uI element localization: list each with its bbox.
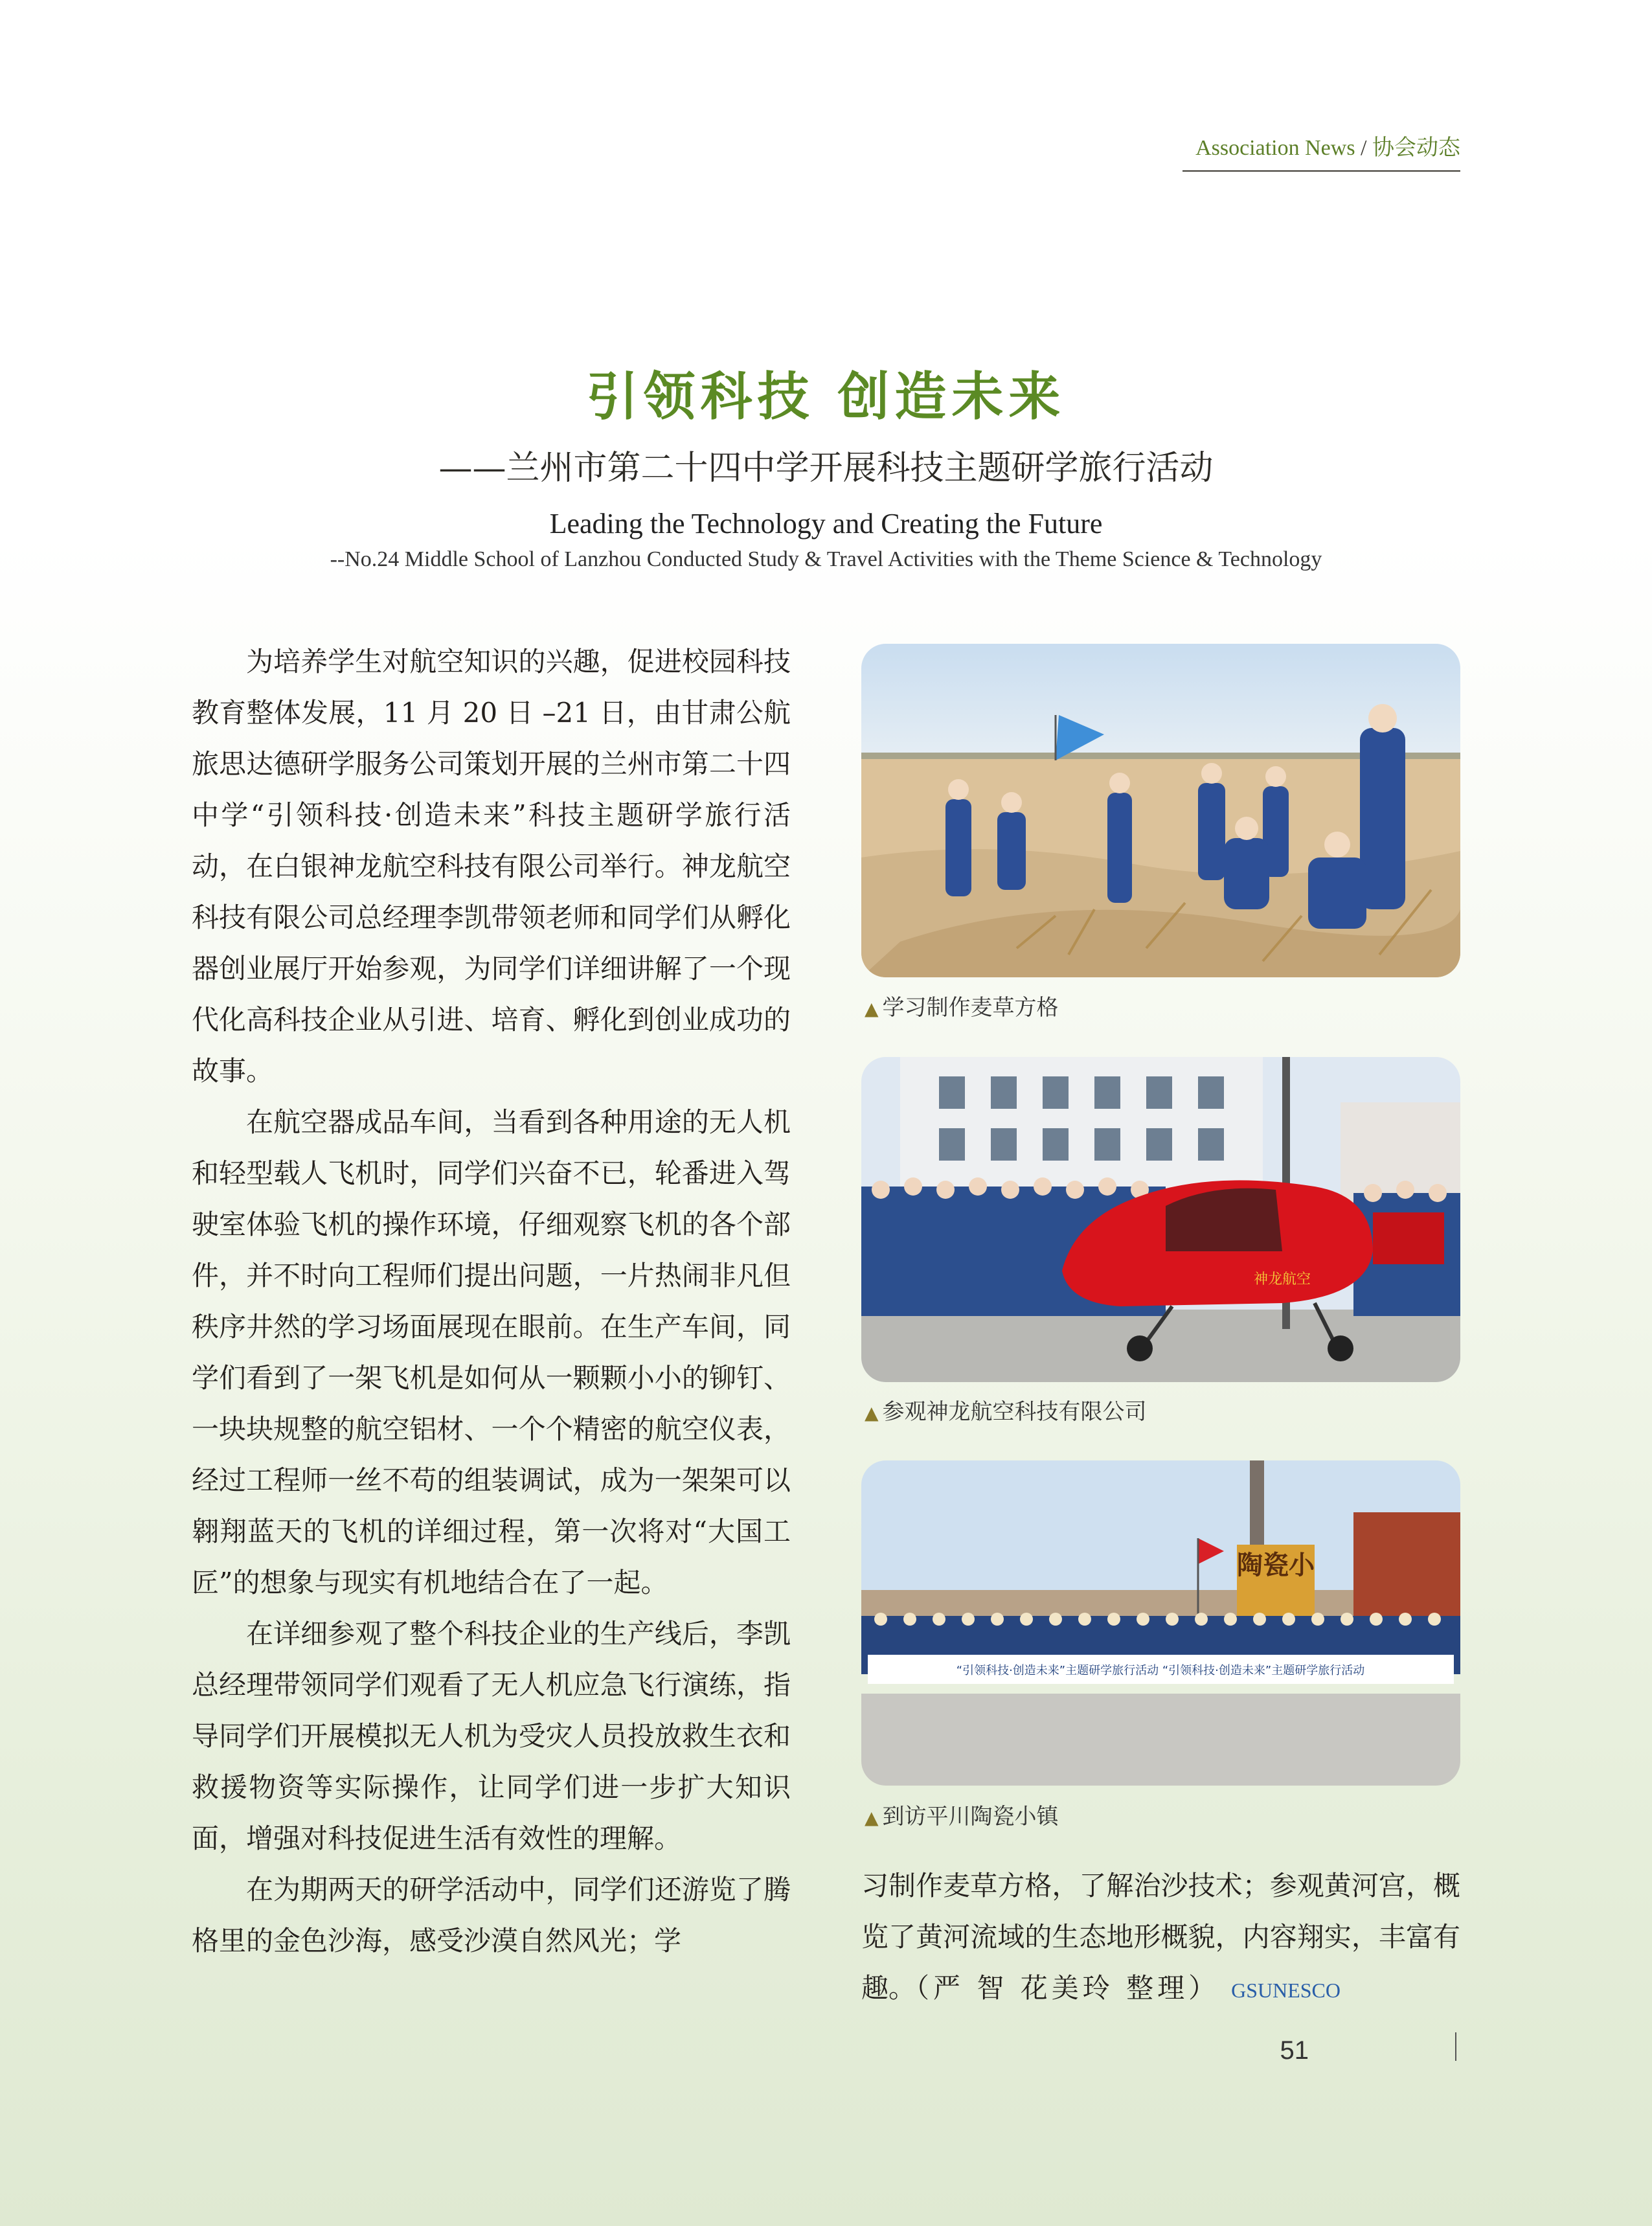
paragraph-4: 在为期两天的研学活动中，同学们还游览了腾格里的金色沙海，感受沙漠自然风光；学	[192, 1874, 791, 1957]
paragraph-4-continued	[861, 1860, 1460, 2016]
paragraph-4-continued-text: 习制作麦草方格，了解治沙技术；参观黄河宫，概览了黄河流域的生态地形概貌，内容翔实，丰富有趣。	[861, 1870, 1460, 2004]
section-header	[1182, 130, 1460, 172]
article-title: 引领科技 创造未来	[586, 367, 1066, 427]
group-banner-text: “引领科技·创造未来”主题研学旅行活动 “引领科技·创造未来”主题研学旅行活动	[956, 1664, 1365, 1677]
photo-ceramics-town	[861, 1460, 1460, 1786]
editor-credit: （严 智 花美玲 整理）	[916, 1972, 1220, 2004]
source-tag: GSUNESCO	[1231, 1979, 1341, 2002]
body-right-column	[861, 1860, 1460, 2016]
section-header-en: Association News	[1195, 136, 1355, 160]
article-subtitle: ——兰州市第二十四中学开展科技主题研学旅行活动	[438, 449, 1214, 488]
photo-3-caption-text: 到访平川陶瓷小镇	[882, 1804, 1059, 1830]
caption-triangle-icon: ▲	[865, 998, 879, 1019]
paragraph-1: 为培养学生对航空知识的兴趣，促进校园科技教育整体发展，11 月 20 日 –21 日，由甘肃公航旅思达德研学服务公司策划开展的兰州市第二十四中学“引领科技·创造未来”科技主题研学旅行活动，在白银神龙航空科技有限公司举行。神龙航空科技有限公司总经理李凯带领老师和同学们从孵化器创业展厅开始参观，为同学们详细讲解了一个现代化高科技企业从引进、培育、孵化到创业成功的故事。	[192, 646, 791, 1087]
paragraph-3: 在详细参观了整个科技企业的生产线后，李凯总经理带领同学们观看了无人机应急飞行演练，指导同学们开展模拟无人机为受灾人员投放救生衣和救援物资等实际操作，让同学们进一步扩大知识面，增强对科技促进生活有效性的理解。	[192, 1618, 791, 1854]
page-number: 51	[1280, 2036, 1309, 2065]
section-header-separator: /	[1361, 136, 1367, 160]
photo-3-caption	[865, 1799, 1059, 1830]
photo-1-caption-text: 学习制作麦草方格	[882, 995, 1059, 1021]
plane-logo-text: 神龙航空	[1253, 1271, 1311, 1288]
section-header-cn: 协会动态	[1372, 135, 1460, 161]
article-title-en: Leading the Technology and Creating the Future	[549, 508, 1103, 539]
article-subtitle-en: --No.24 Middle School of Lanzhou Conducted Study & Travel Activities with the Theme Science & Technology	[330, 547, 1322, 571]
body-left-column	[192, 636, 791, 1966]
caption-triangle-icon: ▲	[865, 1807, 879, 1828]
ceramics-sign-text: 陶瓷小	[1237, 1550, 1315, 1580]
photo-desert-straw	[861, 644, 1460, 977]
page-number-divider	[1455, 2032, 1456, 2061]
photo-1-caption	[865, 990, 1059, 1021]
caption-triangle-icon: ▲	[865, 1402, 879, 1424]
photo-red-gyroplane	[861, 1057, 1460, 1382]
photo-2-caption	[865, 1394, 1147, 1425]
paragraph-2: 在航空器成品车间，当看到各种用途的无人机和轻型载人飞机时，同学们兴奋不已，轮番进入驾驶室体验飞机的操作环境，仔细观察飞机的各个部件，并不时向工程师们提出问题，一片热闹非凡但秩序井然的学习场面展现在眼前。在生产车间，同学们看到了一架飞机是如何从一颗颗小小的铆钉、一块块规整的航空铝材、一个个精密的航空仪表，经过工程师一丝不苟的组装调试，成为一架架可以翱翔蓝天的飞机的详细过程，第一次将对“大国工匠”的想象与现实有机地结合在了一起。	[192, 1106, 791, 1598]
photo-2-caption-text: 参观神龙航空科技有限公司	[882, 1399, 1147, 1425]
